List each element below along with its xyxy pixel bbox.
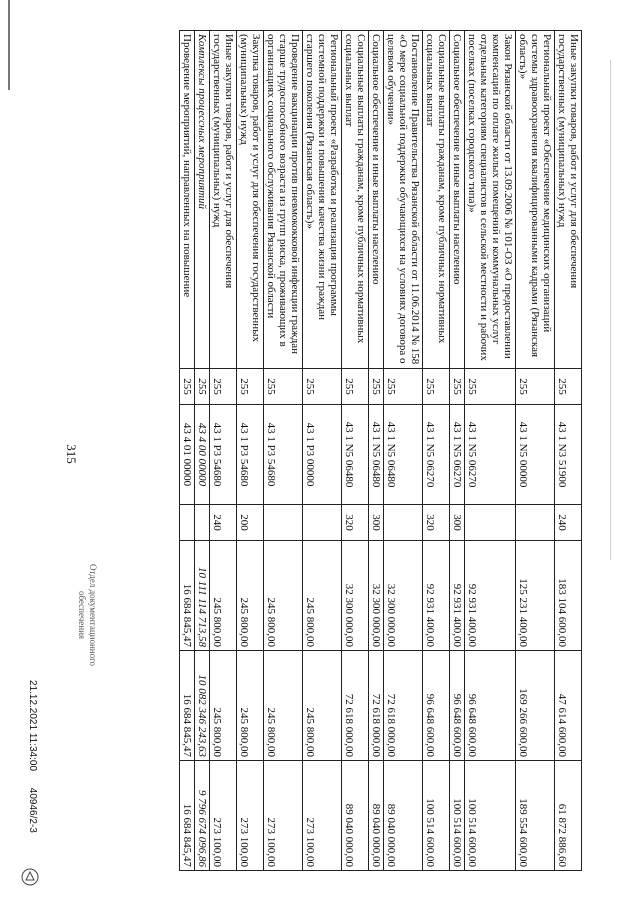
row-ministry-code: 255 [342, 369, 369, 405]
table-row [264, 31, 303, 871]
row-sum-2023: 9 796 674 096,86 [195, 761, 210, 871]
table-row [465, 31, 516, 871]
row-sum-2021: 16 684 845,47 [180, 541, 195, 651]
row-sum-2023: 89 040 000,00 [369, 761, 384, 871]
row-sum-2022: 16 684 845,47 [180, 651, 195, 761]
row-csr-code: 43 1 N5 06270 [450, 405, 465, 505]
row-name: Региональный проект «Разработка и реализация программы системной поддержки и повышения качества жизни граждан старшего поколения (Рязанская область)» [303, 31, 342, 369]
row-sum-2021: 92 931 400,00 [465, 541, 516, 651]
row-csr-code: 43 4 01 00000 [180, 405, 195, 505]
row-sum-2022: 96 648 600,00 [465, 651, 516, 761]
table-row [180, 31, 195, 871]
row-sum-2021: 10 111 114 713,58 [195, 541, 210, 651]
row-sum-2023: 89 040 000,00 [384, 761, 423, 871]
row-ministry-code: 255 [516, 369, 555, 405]
rotated-page [62, 30, 582, 870]
row-sum-2021: 245 800,00 [210, 541, 237, 651]
row-sum-2023: 189 554 600,00 [516, 761, 555, 871]
row-csr-code: 43 1 N5 06480 [384, 405, 423, 505]
row-vr-code: 320 [342, 505, 369, 541]
row-name: Комплексы процессных мероприятий [195, 31, 210, 369]
row-name: Социальное обеспечение и иные выплаты населению [450, 31, 465, 369]
row-sum-2021: 183 104 600,00 [555, 541, 582, 651]
row-vr-code [195, 505, 210, 541]
row-sum-2021: 125 231 400,00 [516, 541, 555, 651]
row-vr-code [384, 505, 423, 541]
table-row [237, 31, 264, 871]
row-csr-code: 43 1 P3 00000 [303, 405, 342, 505]
row-csr-code: 43 1 N5 06270 [423, 405, 450, 505]
table-row [369, 31, 384, 871]
scan-artifact [8, 0, 10, 90]
row-ministry-code: 255 [450, 369, 465, 405]
row-vr-code: 240 [555, 505, 582, 541]
row-name: Закупка товаров, работ и услуг для обеспечения государственных (муниципальных) нужд [237, 31, 264, 369]
row-ministry-code: 255 [369, 369, 384, 405]
row-vr-code: 240 [210, 505, 237, 541]
row-name: Региональный проект «Обеспечение медицинских организаций системы здравоохранения квалифицированными кадрами (Рязанская область)» [516, 31, 555, 369]
row-csr-code: 43 1 N3 51900 [555, 405, 582, 505]
footer-code: 40946/2-3 [27, 787, 38, 833]
row-csr-code: 43 1 N5 06480 [369, 405, 384, 505]
row-name: Социальное обеспечение и иные выплаты населению [369, 31, 384, 369]
row-sum-2023: 100 514 600,00 [423, 761, 450, 871]
row-vr-code: 300 [450, 505, 465, 541]
row-csr-code: 43 4 00 00000 [195, 405, 210, 505]
row-csr-code: 43 1 P3 54680 [264, 405, 303, 505]
department-stamp [68, 560, 98, 670]
row-sum-2022: 47 614 600,00 [555, 651, 582, 761]
row-sum-2022: 245 800,00 [237, 651, 264, 761]
stamp-line-2: обеспечения [77, 590, 87, 640]
row-sum-2022: 10 082 346 243,63 [195, 651, 210, 761]
row-sum-2021: 32 300 000,00 [369, 541, 384, 651]
row-vr-code [180, 505, 195, 541]
row-name: Проведение вакцинации против пневмококковой инфекции граждан старше трудоспособного возраста из групп риска, проживающих в организациях социального обслуживания Рязанской области [264, 31, 303, 369]
row-sum-2023: 61 872 886,60 [555, 761, 582, 871]
row-name: Проведение мероприятий, направленных на повышение [180, 31, 195, 369]
table-row [303, 31, 342, 871]
table-row [384, 31, 423, 871]
table-row [555, 31, 582, 871]
page-number: 315 [64, 444, 79, 464]
row-sum-2022: 72 618 000,00 [384, 651, 423, 761]
row-ministry-code: 255 [423, 369, 450, 405]
row-sum-2022: 169 266 600,00 [516, 651, 555, 761]
row-vr-code: 300 [369, 505, 384, 541]
row-sum-2023: 273 100,00 [237, 761, 264, 871]
row-vr-code: 320 [423, 505, 450, 541]
row-name: Постановление Правительства Рязанской области от 11.06.2014 № 158 «О мере социальной поддержки обучающихся на условиях договора о целевом обучении» [384, 31, 423, 369]
table-row [423, 31, 450, 871]
row-sum-2023: 16 684 845,47 [180, 761, 195, 871]
budget-table [179, 30, 582, 871]
row-sum-2022: 245 800,00 [210, 651, 237, 761]
row-vr-code: 200 [237, 505, 264, 541]
row-csr-code: 43 1 N5 00000 [516, 405, 555, 505]
row-sum-2022: 245 800,00 [303, 651, 342, 761]
row-ministry-code: 255 [210, 369, 237, 405]
row-csr-code: 43 1 P3 54680 [237, 405, 264, 505]
row-ministry-code: 255 [264, 369, 303, 405]
row-ministry-code: 255 [237, 369, 264, 405]
row-sum-2023: 100 514 600,00 [450, 761, 465, 871]
row-csr-code: 43 1 P3 54680 [210, 405, 237, 505]
row-sum-2022: 96 648 600,00 [450, 651, 465, 761]
row-ministry-code: 255 [384, 369, 423, 405]
row-sum-2021: 32 300 000,00 [342, 541, 369, 651]
row-sum-2021: 92 931 400,00 [450, 541, 465, 651]
table-row [450, 31, 465, 871]
row-sum-2023: 100 514 600,00 [465, 761, 516, 871]
row-name: Закон Рязанской области от 13.09.2006 № 101-ОЗ «О предоставлении компенсаций по оплате жилых помещений и коммунальных услуг отдельным категориям специалистов в сельской местности и рабочих поселках (поселках городского типа)» [465, 31, 516, 369]
table-row [342, 31, 369, 871]
row-sum-2022: 72 618 000,00 [342, 651, 369, 761]
row-csr-code: 43 1 N5 06270 [465, 405, 516, 505]
table-row [210, 31, 237, 871]
row-ministry-code: 255 [555, 369, 582, 405]
row-sum-2022: 72 618 000,00 [369, 651, 384, 761]
row-name: Социальные выплаты гражданам, кроме публичных нормативных социальных выплат [423, 31, 450, 369]
row-sum-2023: 273 100,00 [303, 761, 342, 871]
row-sum-2022: 245 800,00 [264, 651, 303, 761]
stamp-line-1: Отдел документационного [88, 563, 98, 667]
row-sum-2023: 273 100,00 [264, 761, 303, 871]
row-vr-code [303, 505, 342, 541]
row-csr-code: 43 1 N5 06480 [342, 405, 369, 505]
row-sum-2021: 245 800,00 [303, 541, 342, 651]
scan-artifact [610, 60, 611, 560]
row-sum-2021: 92 931 400,00 [423, 541, 450, 651]
row-sum-2022: 96 648 600,00 [423, 651, 450, 761]
emblem-icon [20, 866, 40, 888]
row-ministry-code: 255 [195, 369, 210, 405]
row-sum-2021: 32 300 000,00 [384, 541, 423, 651]
row-vr-code [264, 505, 303, 541]
table-row [195, 31, 210, 871]
row-vr-code [516, 505, 555, 541]
footer-date: 21.12.2021 11:34:00 [27, 680, 38, 772]
row-sum-2021: 245 800,00 [264, 541, 303, 651]
row-name: Социальные выплаты гражданам, кроме публичных нормативных социальных выплат [342, 31, 369, 369]
row-sum-2023: 273 100,00 [210, 761, 237, 871]
row-name: Иные закупки товаров, работ и услуг для обеспечения государственных (муниципальных) нужд [210, 31, 237, 369]
row-ministry-code: 255 [465, 369, 516, 405]
row-ministry-code: 255 [303, 369, 342, 405]
row-name: Иные закупки товаров, работ и услуг для обеспечения государственных (муниципальных) нужд [555, 31, 582, 369]
row-sum-2021: 245 800,00 [237, 541, 264, 651]
row-sum-2023: 89 040 000,00 [342, 761, 369, 871]
table-row [516, 31, 555, 871]
row-vr-code [465, 505, 516, 541]
row-ministry-code: 255 [180, 369, 195, 405]
